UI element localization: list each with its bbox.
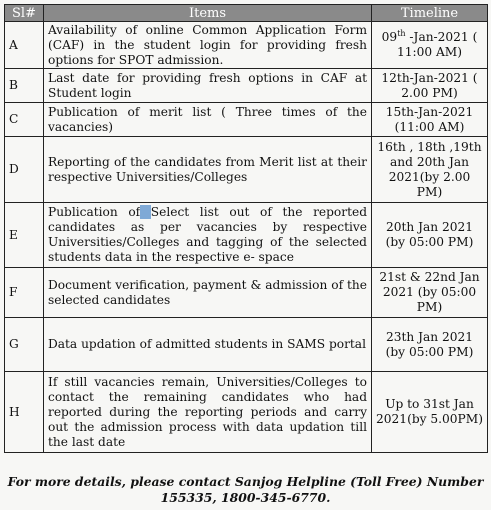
header-sl: Sl# (5, 5, 44, 22)
row-item: Document verification, payment & admission of the selected candidates (44, 268, 372, 318)
table-row (5, 372, 488, 453)
row-sl: E (5, 203, 44, 268)
row-item: Reporting of the candidates from Merit list at their respective Universities/Colleges (44, 137, 372, 203)
row-item: Last date for providing fresh options in CAF at Student login (44, 69, 372, 103)
table-row (5, 268, 488, 318)
row-timeline: 16th , 18th ,19th and 20th Jan 2021(by 2.00 PM) (372, 137, 488, 203)
footer-line-2: 155335, 1800-345-6770. (160, 490, 331, 505)
table-row (5, 318, 488, 372)
row-sl: B (5, 69, 44, 103)
table-row (5, 103, 488, 137)
row-sl: H (5, 372, 44, 453)
text-selection-highlight (140, 205, 151, 219)
schedule-table (4, 4, 488, 453)
row-sl: F (5, 268, 44, 318)
table-header-row (5, 5, 488, 22)
row-sl: G (5, 318, 44, 372)
row-timeline: 15th-Jan-2021 (11:00 AM) (372, 103, 488, 137)
row-sl: D (5, 137, 44, 203)
row-sl: C (5, 103, 44, 137)
row-timeline: 09th -Jan-2021 ( 11:00 AM) (372, 22, 488, 69)
row-item: Publication of merit list ( Three times of the vacancies) (44, 103, 372, 137)
row-timeline: Up to 31st Jan 2021(by 5.00PM) (372, 372, 488, 453)
row-timeline: 20th Jan 2021 (by 05:00 PM) (372, 203, 488, 268)
table-row (5, 203, 488, 268)
row-item: If still vacancies remain, Universities/Colleges to contact the remaining candidates who had reported during the reporting periods and carry out the admission process with data updation till the last date (44, 372, 372, 453)
row-sl: A (5, 22, 44, 69)
footer-line-1: For more details, please contact Sanjog Helpline (Toll Free) Number (7, 474, 484, 489)
table-row (5, 22, 488, 69)
table-row (5, 69, 488, 103)
row-timeline: 23th Jan 2021 (by 05:00 PM) (372, 318, 488, 372)
row-item: Availability of online Common Application Form (CAF) in the student login for providing fresh options for SPOT admission. (44, 22, 372, 69)
table-row (5, 137, 488, 203)
row-item: Publication of Select list out of the reported candidates as per vacancies by respective Universities/Colleges and tagging of the selected students data in the respective e- space (44, 203, 372, 268)
header-timeline: Timeline (372, 5, 488, 22)
row-timeline: 12th-Jan-2021 ( 2.00 PM) (372, 69, 488, 103)
row-item: Data updation of admitted students in SAMS portal (44, 318, 372, 372)
header-items: Items (44, 5, 372, 22)
row-timeline: 21st & 22nd Jan 2021 (by 05:00 PM) (372, 268, 488, 318)
helpline-footer (0, 474, 491, 506)
